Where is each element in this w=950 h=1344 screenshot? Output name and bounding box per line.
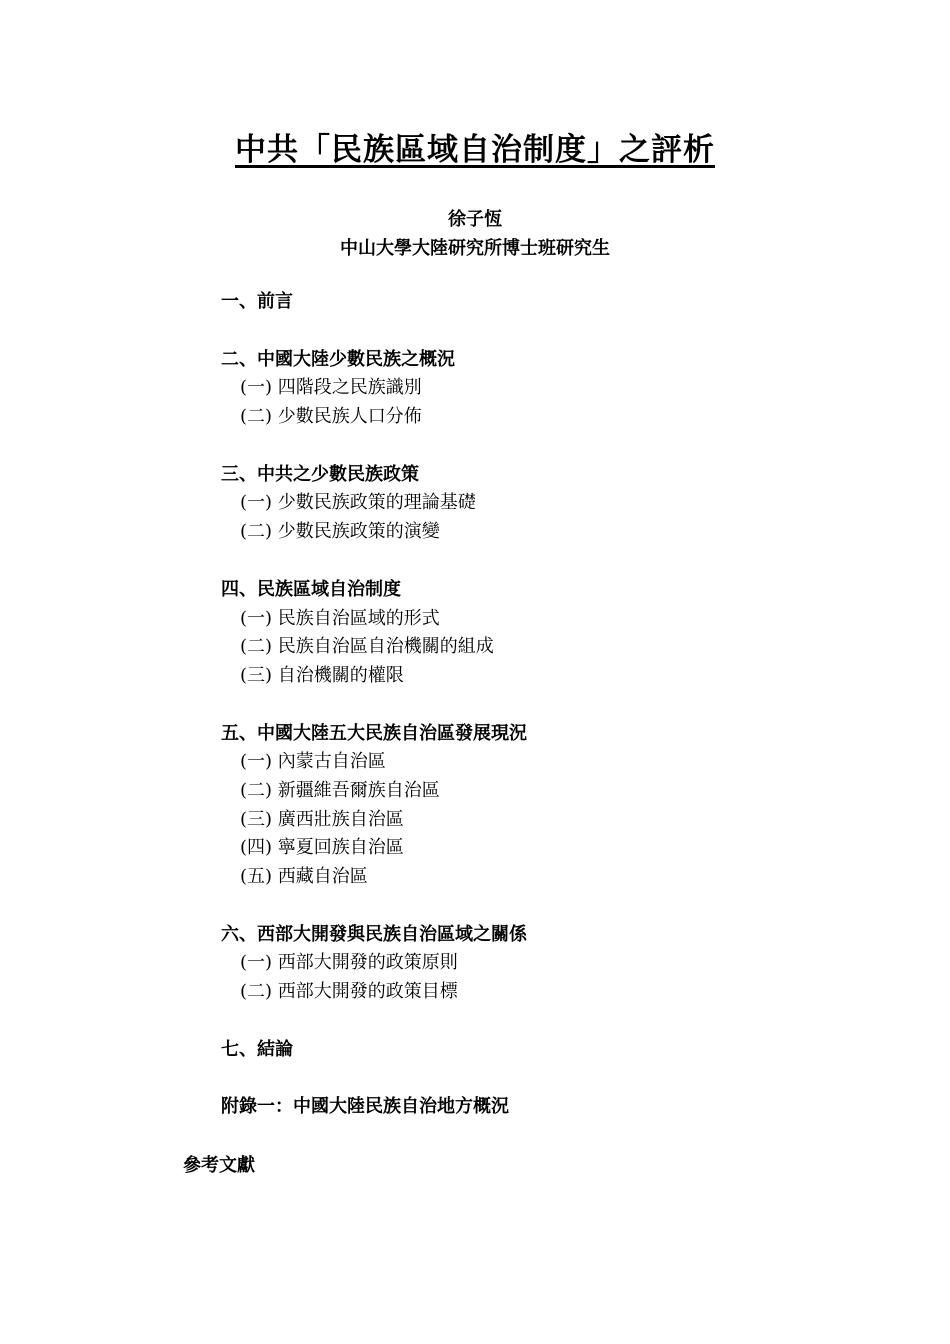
- toc-section: [221, 1036, 821, 1065]
- document-title: 中共「民族區域自治制度」之評析: [235, 132, 715, 168]
- section-heading: 四、民族區域自治制度: [221, 578, 401, 600]
- subsection-item: (二) 西部大開發的政策目標: [240, 981, 458, 1003]
- subsection-item: (二) 民族自治區自治機關的組成: [240, 636, 494, 658]
- section-heading: 附錄一：中國大陸民族自治地方概況: [221, 1096, 509, 1118]
- toc-section: [221, 1093, 821, 1122]
- subsection-item: (二) 少數民族人口分佈: [240, 406, 422, 428]
- toc-section: [221, 720, 821, 892]
- subsection-item: (四) 寧夏回族自治區: [240, 837, 404, 859]
- subsection-item: (一) 內蒙古自治區: [240, 751, 386, 773]
- subsection-item: (三) 廣西壯族自治區: [240, 808, 404, 830]
- section-heading: 六、西部大開發與民族自治區域之關係: [221, 923, 527, 945]
- subsection-item: (三) 自治機關的權限: [240, 664, 404, 686]
- subsection-item: (一) 民族自治區域的形式: [240, 607, 440, 629]
- section-heading: 五、中國大陸五大民族自治區發展現況: [221, 722, 527, 744]
- subsection-item: (二) 新疆維吾爾族自治區: [240, 779, 440, 801]
- section-heading: 二、中國大陸少數民族之概況: [221, 348, 455, 370]
- toc-section: [221, 461, 821, 547]
- toc-section: [221, 921, 821, 1007]
- section-heading: 一、前言: [221, 291, 293, 312]
- subsection-item: (二) 少數民族政策的演變: [240, 521, 440, 543]
- toc-section: [221, 576, 821, 691]
- author-affiliation: 中山大學大陸研究所博士班研究生: [340, 238, 610, 259]
- toc-section: [221, 346, 821, 432]
- subsection-item: (一) 少數民族政策的理論基礎: [240, 492, 476, 514]
- section-heading: 七、結論: [221, 1038, 293, 1060]
- section-heading: 三、中共之少數民族政策: [221, 463, 419, 485]
- subsection-item: (一) 四階段之民族識別: [240, 377, 422, 399]
- references-heading: 參考文獻: [183, 1155, 255, 1176]
- table-of-contents: [221, 288, 821, 1151]
- subsection-item: (五) 西藏自治區: [240, 866, 368, 887]
- author-name: 徐子恆: [448, 209, 502, 230]
- subsection-item: (一) 西部大開發的政策原則: [240, 952, 458, 974]
- toc-section: [221, 288, 821, 317]
